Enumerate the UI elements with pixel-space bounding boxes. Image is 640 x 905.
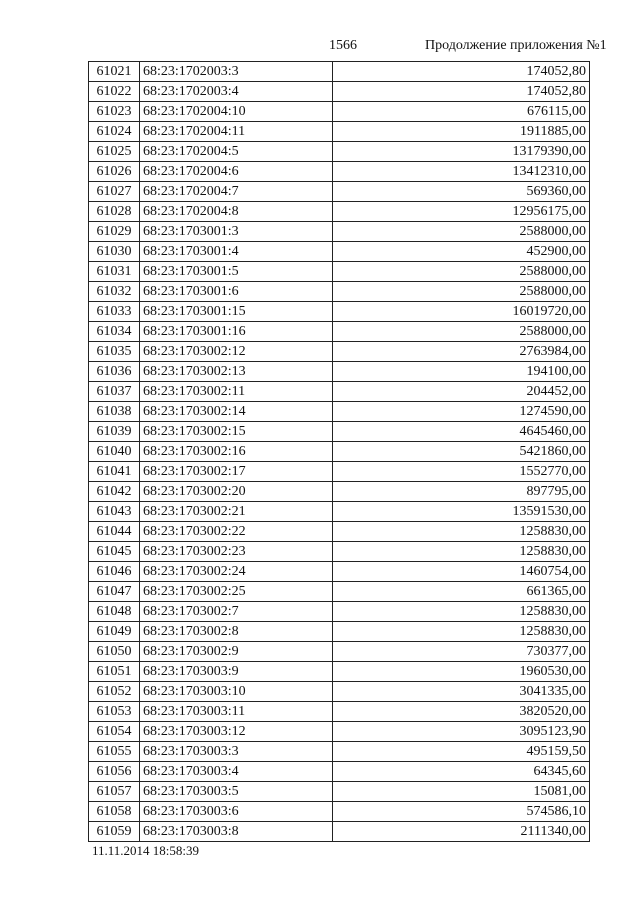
row-number-cell: 61048: [89, 602, 140, 622]
table-row: [89, 762, 590, 782]
row-number-cell: 61034: [89, 322, 140, 342]
cadastral-number-cell: 68:23:1703002:16: [140, 442, 333, 462]
table-row: [89, 442, 590, 462]
row-number-cell: 61037: [89, 382, 140, 402]
cadastral-number-cell: 68:23:1702004:6: [140, 162, 333, 182]
cadastral-number-cell: 68:23:1703003:6: [140, 802, 333, 822]
table-row: [89, 222, 590, 242]
cadastral-number-cell: 68:23:1702004:11: [140, 122, 333, 142]
cadastral-number-cell: 68:23:1703002:12: [140, 342, 333, 362]
row-number-cell: 61050: [89, 642, 140, 662]
cadastral-value-cell: 4645460,00: [333, 422, 590, 442]
cadastral-value-cell: 1911885,00: [333, 122, 590, 142]
row-number-cell: 61059: [89, 822, 140, 842]
table-row: [89, 202, 590, 222]
cadastral-number-cell: 68:23:1703001:6: [140, 282, 333, 302]
row-number-cell: 61051: [89, 662, 140, 682]
appendix-continuation-note: Продолжение приложения №1: [425, 38, 607, 53]
cadastral-number-cell: 68:23:1703002:11: [140, 382, 333, 402]
table-row: [89, 802, 590, 822]
table-row: [89, 702, 590, 722]
row-number-cell: 61026: [89, 162, 140, 182]
cadastral-number-cell: 68:23:1703003:10: [140, 682, 333, 702]
cadastral-value-cell: 15081,00: [333, 782, 590, 802]
cadastral-value-cell: 661365,00: [333, 582, 590, 602]
table-row: [89, 422, 590, 442]
cadastral-number-cell: 68:23:1703002:24: [140, 562, 333, 582]
table-row: [89, 602, 590, 622]
cadastral-value-cell: 495159,50: [333, 742, 590, 762]
cadastral-value-cell: 2763984,00: [333, 342, 590, 362]
cadastral-value-cell: 1258830,00: [333, 542, 590, 562]
row-number-cell: 61044: [89, 522, 140, 542]
cadastral-number-cell: 68:23:1703002:23: [140, 542, 333, 562]
cadastral-number-cell: 68:23:1703002:9: [140, 642, 333, 662]
table-row: [89, 722, 590, 742]
row-number-cell: 61031: [89, 262, 140, 282]
footer-timestamp: 11.11.2014 18:58:39: [92, 843, 200, 858]
table-row: [89, 562, 590, 582]
table-row: [89, 642, 590, 662]
cadastral-number-cell: 68:23:1702003:3: [140, 62, 333, 82]
table-row: [89, 542, 590, 562]
cadastral-value-cell: 1258830,00: [333, 522, 590, 542]
row-number-cell: 61022: [89, 82, 140, 102]
cadastral-value-cell: 1960530,00: [333, 662, 590, 682]
cadastral-number-cell: 68:23:1703001:4: [140, 242, 333, 262]
cadastral-number-cell: 68:23:1702004:10: [140, 102, 333, 122]
table-row: [89, 182, 590, 202]
row-number-cell: 61040: [89, 442, 140, 462]
cadastral-value-cell: 3820520,00: [333, 702, 590, 722]
row-number-cell: 61038: [89, 402, 140, 422]
row-number-cell: 61057: [89, 782, 140, 802]
row-number-cell: 61046: [89, 562, 140, 582]
row-number-cell: 61023: [89, 102, 140, 122]
table-row: [89, 302, 590, 322]
cadastral-number-cell: 68:23:1702004:8: [140, 202, 333, 222]
cadastral-number-cell: 68:23:1703002:25: [140, 582, 333, 602]
cadastral-value-cell: 5421860,00: [333, 442, 590, 462]
row-number-cell: 61045: [89, 542, 140, 562]
table-row: [89, 622, 590, 642]
table-row: [89, 382, 590, 402]
table-row: [89, 402, 590, 422]
row-number-cell: 61043: [89, 502, 140, 522]
table-row: [89, 142, 590, 162]
cadastral-number-cell: 68:23:1703002:13: [140, 362, 333, 382]
row-number-cell: 61030: [89, 242, 140, 262]
cadastral-number-cell: 68:23:1703002:21: [140, 502, 333, 522]
row-number-cell: 61027: [89, 182, 140, 202]
cadastral-value-cell: 2588000,00: [333, 322, 590, 342]
row-number-cell: 61033: [89, 302, 140, 322]
cadastral-value-cell: 1552770,00: [333, 462, 590, 482]
row-number-cell: 61025: [89, 142, 140, 162]
cadastral-number-cell: 68:23:1702004:7: [140, 182, 333, 202]
cadastral-value-cell: 1460754,00: [333, 562, 590, 582]
cadastral-value-cell: 12956175,00: [333, 202, 590, 222]
row-number-cell: 61049: [89, 622, 140, 642]
table-row: [89, 242, 590, 262]
row-number-cell: 61056: [89, 762, 140, 782]
cadastral-number-cell: 68:23:1702003:4: [140, 82, 333, 102]
cadastral-value-cell: 1258830,00: [333, 622, 590, 642]
cadastral-value-cell: 897795,00: [333, 482, 590, 502]
row-number-cell: 61035: [89, 342, 140, 362]
cadastral-value-cell: 574586,10: [333, 802, 590, 822]
cadastral-number-cell: 68:23:1703003:5: [140, 782, 333, 802]
table-row: [89, 262, 590, 282]
table-row: [89, 482, 590, 502]
cadastral-value-cell: 2588000,00: [333, 222, 590, 242]
table-row: [89, 462, 590, 482]
row-number-cell: 61024: [89, 122, 140, 142]
row-number-cell: 61039: [89, 422, 140, 442]
cadastral-value-cell: 16019720,00: [333, 302, 590, 322]
page-number: 1566: [329, 38, 357, 53]
cadastral-number-cell: 68:23:1703001:16: [140, 322, 333, 342]
cadastral-value-cell: 676115,00: [333, 102, 590, 122]
cadastral-number-cell: 68:23:1703003:3: [140, 742, 333, 762]
row-number-cell: 61042: [89, 482, 140, 502]
cadastral-value-cell: 204452,00: [333, 382, 590, 402]
row-number-cell: 61021: [89, 62, 140, 82]
cadastral-number-cell: 68:23:1703002:22: [140, 522, 333, 542]
cadastral-number-cell: 68:23:1703002:20: [140, 482, 333, 502]
cadastral-value-cell: 64345,60: [333, 762, 590, 782]
table-row: [89, 162, 590, 182]
cadastral-number-cell: 68:23:1703003:4: [140, 762, 333, 782]
cadastral-value-cell: 1274590,00: [333, 402, 590, 422]
row-number-cell: 61041: [89, 462, 140, 482]
table-row: [89, 502, 590, 522]
row-number-cell: 61028: [89, 202, 140, 222]
table-row: [89, 822, 590, 842]
row-number-cell: 61036: [89, 362, 140, 382]
cadastral-value-cell: 730377,00: [333, 642, 590, 662]
cadastral-value-cell: 2588000,00: [333, 282, 590, 302]
table-row: [89, 342, 590, 362]
row-number-cell: 61055: [89, 742, 140, 762]
cadastral-value-cell: 2111340,00: [333, 822, 590, 842]
row-number-cell: 61058: [89, 802, 140, 822]
cadastral-value-cell: 3095123,90: [333, 722, 590, 742]
cadastral-number-cell: 68:23:1703002:14: [140, 402, 333, 422]
cadastral-number-cell: 68:23:1703001:5: [140, 262, 333, 282]
cadastral-number-cell: 68:23:1703003:9: [140, 662, 333, 682]
cadastral-number-cell: 68:23:1703003:8: [140, 822, 333, 842]
row-number-cell: 61053: [89, 702, 140, 722]
table-row: [89, 522, 590, 542]
cadastral-number-cell: 68:23:1703002:15: [140, 422, 333, 442]
cadastral-value-cell: 194100,00: [333, 362, 590, 382]
row-number-cell: 61029: [89, 222, 140, 242]
cadastral-value-cell: 2588000,00: [333, 262, 590, 282]
cadastral-value-cell: 1258830,00: [333, 602, 590, 622]
cadastral-value-cell: 13179390,00: [333, 142, 590, 162]
cadastral-value-cell: 174052,80: [333, 62, 590, 82]
row-number-cell: 61054: [89, 722, 140, 742]
table-body: [89, 62, 590, 842]
cadastral-value-cell: 13591530,00: [333, 502, 590, 522]
cadastral-number-cell: 68:23:1703003:12: [140, 722, 333, 742]
cadastral-number-cell: 68:23:1703002:7: [140, 602, 333, 622]
cadastral-number-cell: 68:23:1703002:8: [140, 622, 333, 642]
cadastral-number-cell: 68:23:1703002:17: [140, 462, 333, 482]
table-row: [89, 662, 590, 682]
cadastral-value-cell: 569360,00: [333, 182, 590, 202]
table-row: [89, 362, 590, 382]
table-row: [89, 682, 590, 702]
table-row: [89, 322, 590, 342]
table-row: [89, 82, 590, 102]
cadastral-value-cell: 174052,80: [333, 82, 590, 102]
table-row: [89, 122, 590, 142]
cadastral-value-cell: 13412310,00: [333, 162, 590, 182]
cadastral-number-cell: 68:23:1703003:11: [140, 702, 333, 722]
cadastral-number-cell: 68:23:1703001:15: [140, 302, 333, 322]
table-row: [89, 282, 590, 302]
cadastral-value-cell: 452900,00: [333, 242, 590, 262]
table-row: [89, 582, 590, 602]
cadastral-value-table: [88, 61, 590, 842]
cadastral-number-cell: 68:23:1703001:3: [140, 222, 333, 242]
table-row: [89, 62, 590, 82]
cadastral-number-cell: 68:23:1702004:5: [140, 142, 333, 162]
row-number-cell: 61032: [89, 282, 140, 302]
table-row: [89, 782, 590, 802]
row-number-cell: 61047: [89, 582, 140, 602]
table-row: [89, 742, 590, 762]
table-row: [89, 102, 590, 122]
row-number-cell: 61052: [89, 682, 140, 702]
cadastral-value-cell: 3041335,00: [333, 682, 590, 702]
